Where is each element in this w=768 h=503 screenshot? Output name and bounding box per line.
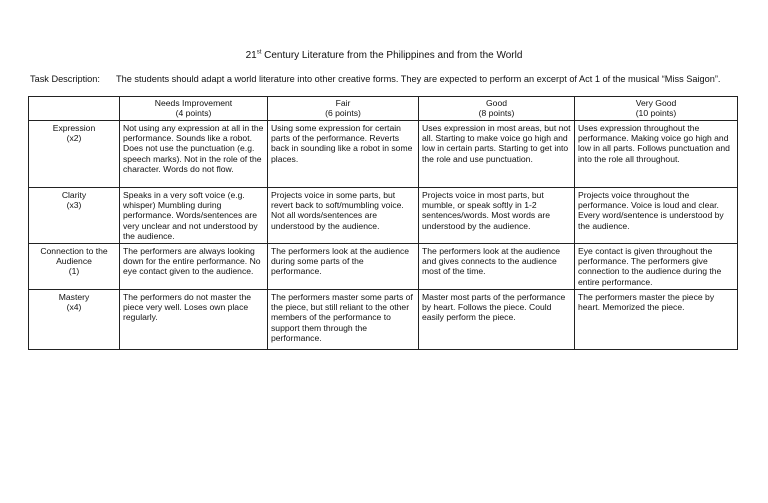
header-corner — [29, 97, 120, 121]
cell-connection-fair: The performers look at the audience during some parts of the performance. — [268, 244, 419, 290]
criterion-expression: Expression (x2) — [29, 121, 120, 188]
criterion-clarity: Clarity (x3) — [29, 188, 120, 244]
cell-connection-needs-improvement: The performers are always looking down for the entire performance. No eye contact given to the audience. — [120, 244, 268, 290]
header-row — [29, 97, 738, 121]
header-very-good: Very Good (10 points) — [575, 97, 738, 121]
cell-expression-fair: Using some expression for certain parts of the performance. Reverts back in sounding like a robot in some places. — [268, 121, 419, 188]
cell-mastery-needs-improvement: The performers do not master the piece very well. Loses own place regularly. — [120, 290, 268, 350]
cell-expression-good: Uses expression in most areas, but not all. Starting to make voice go high and low in certain parts. Starting to get into the role and use punctuation. — [419, 121, 575, 188]
header-needs-improvement: Needs Improvement (4 points) — [120, 97, 268, 121]
title-superscript: st — [256, 49, 262, 56]
task-text: The students should adapt a world literature into other creative forms. They are expected to perform an excerpt of Act 1 of the musical “Miss Saigon”. — [116, 74, 721, 84]
cell-clarity-very-good: Projects voice throughout the performance. Voice is loud and clear. Every word/sentence is understood by the audience. — [575, 188, 738, 244]
cell-mastery-very-good: The performers master the piece by heart. Memorized the piece. — [575, 290, 738, 350]
rubric-table — [28, 96, 738, 350]
cell-mastery-fair: The performers master some parts of the piece, but still reliant to the other members of the performance to support them through the performance. — [268, 290, 419, 350]
cell-connection-very-good: Eye contact is given throughout the performance. The performers give connection to the audience during the entire performance. — [575, 244, 738, 290]
criterion-connection: Connection to the Audience (1) — [29, 244, 120, 290]
criterion-mastery: Mastery (x4) — [29, 290, 120, 350]
row-clarity — [29, 188, 738, 244]
document-title — [0, 50, 768, 62]
title-prefix: 21 — [245, 50, 257, 61]
row-connection — [29, 244, 738, 290]
cell-expression-needs-improvement: Not using any expression at all in the performance. Sounds like a robot. Does not use the punctuation (e.g. speech marks). Not in the role of the character. Words do not flow. — [120, 121, 268, 188]
row-mastery — [29, 290, 738, 350]
cell-mastery-good: Master most parts of the performance by heart. Follows the piece. Could easily perform the piece. — [419, 290, 575, 350]
header-fair: Fair (6 points) — [268, 97, 419, 121]
task-label: Task Description: — [30, 74, 100, 84]
row-expression — [29, 121, 738, 188]
header-good: Good (8 points) — [419, 97, 575, 121]
cell-expression-very-good: Uses expression throughout the performance. Making voice go high and low in all parts. Follows punctuation and into the role all throughout. — [575, 121, 738, 188]
cell-connection-good: The performers look at the audience and gives connects to the audience most of the time. — [419, 244, 575, 290]
title-rest: Century Literature from the Philippines and from the World — [261, 50, 523, 61]
cell-clarity-needs-improvement: Speaks in a very soft voice (e.g. whisper) Mumbling during performance. Words/sentences are very unclear and not understood by the audience. — [120, 188, 268, 244]
task-description — [30, 74, 730, 84]
cell-clarity-good: Projects voice in most parts, but mumble, or speak softly in 1-2 sentences/words. Most words are understood by the audience. — [419, 188, 575, 244]
cell-clarity-fair: Projects voice in some parts, but revert back to soft/mumbling voice. Not all words/sentences are understood by the audience. — [268, 188, 419, 244]
